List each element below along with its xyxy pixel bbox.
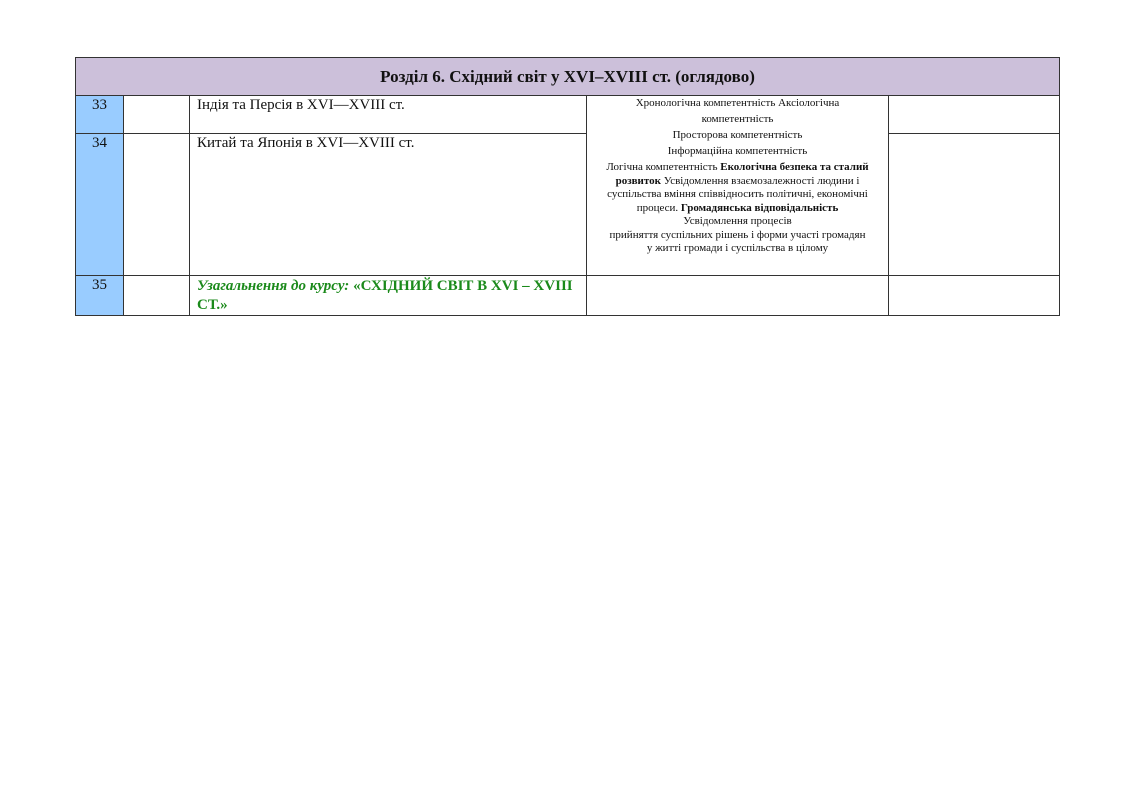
- section-header-row: [76, 58, 1060, 96]
- curriculum-table: [75, 57, 1060, 316]
- date-cell: [124, 276, 190, 316]
- topic-cell: Китай та Японія в XVI—XVIII ст.: [190, 134, 587, 276]
- table-row: [76, 276, 1060, 316]
- table-row: [76, 96, 1060, 134]
- summary-topic-title: «СХІДНИЙ СВІТ В XVI – XVIII СТ.»: [197, 278, 573, 313]
- section-title: Розділ 6. Східний світ у XVI–XVIII ст. (оглядово): [76, 58, 1060, 96]
- competency-eco-text: Усвідомлення взаємозалежності людини і суспільства вміння співвідносить політичні, економічні процеси.: [607, 174, 868, 214]
- competency-civic-title: Громадянська відповідальність: [680, 201, 839, 214]
- competency-line: Хронологічна компетентність Аксіологічна: [635, 97, 840, 109]
- competency-line: у житті громади і суспільства в цілому: [646, 242, 829, 254]
- competencies-cell: [587, 276, 889, 316]
- note-cell: [889, 276, 1060, 316]
- competency-paragraph: [591, 161, 884, 215]
- competency-line: прийняття суспільних рішень і форми участі громадян: [609, 228, 866, 241]
- table-row: [76, 134, 1060, 276]
- competency-line: Усвідомлення процесів: [683, 215, 792, 227]
- topic-cell: Індія та Персія в XVI—XVIII ст.: [190, 96, 587, 134]
- row-number: 35: [76, 276, 124, 316]
- date-cell: [124, 134, 190, 276]
- date-cell: [124, 96, 190, 134]
- competency-line: Просторова компетентність: [672, 129, 803, 141]
- competency-eco-title: Екологічна безпека та сталий розвиток: [615, 161, 869, 187]
- competency-logic: Логічна компетентність: [606, 161, 721, 173]
- row-number: 33: [76, 96, 124, 134]
- competency-line: Інформаційна компетентність: [667, 145, 808, 157]
- competencies-cell: [587, 96, 889, 276]
- summary-topic-prefix: Узагальнення до курсу:: [197, 278, 354, 294]
- summary-topic-cell: [190, 276, 587, 316]
- competency-line: компетентність: [701, 113, 774, 125]
- note-cell: [889, 96, 1060, 134]
- note-cell: [889, 134, 1060, 276]
- row-number: 34: [76, 134, 124, 276]
